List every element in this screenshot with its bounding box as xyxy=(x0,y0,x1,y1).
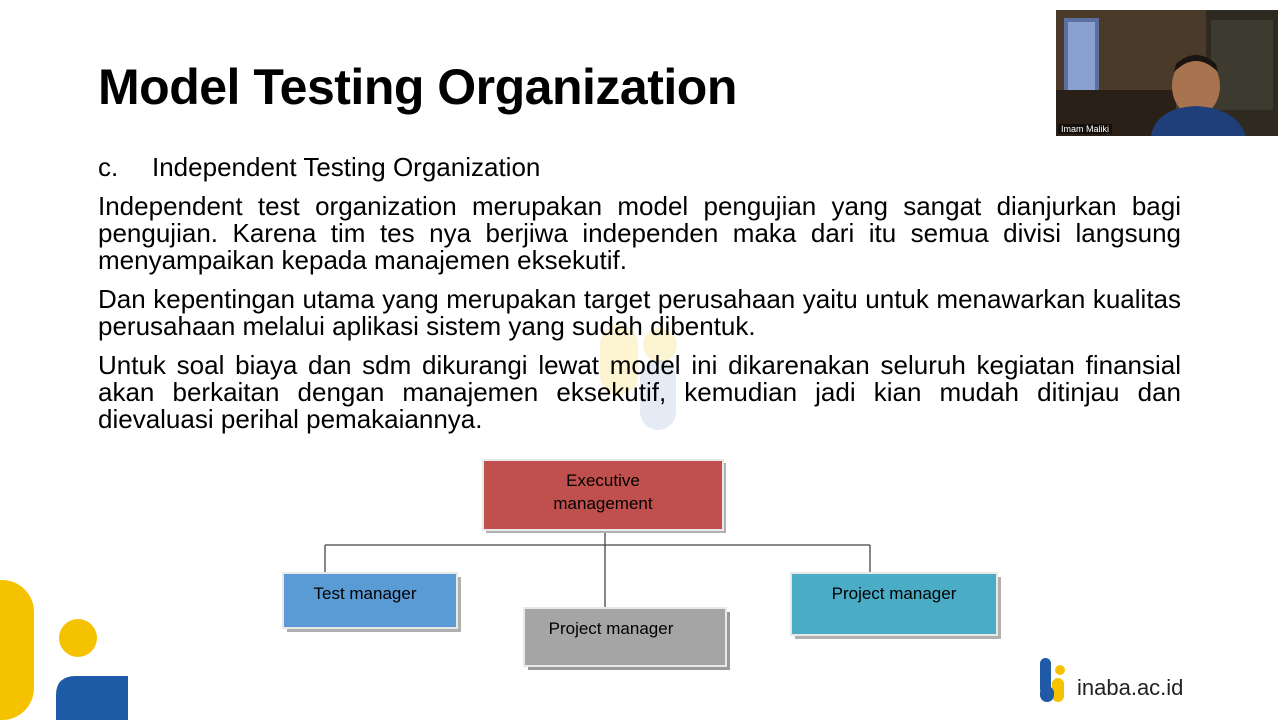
section-title: Independent Testing Organization xyxy=(152,152,541,182)
paragraph: Dan kepentingan utama yang merupakan target perusahaan yaitu untuk menawarkan kualitas perusahaan melalui aplikasi sistem yang sudah dibentuk. xyxy=(98,284,1181,341)
project-manager-right-box xyxy=(791,573,1001,639)
project-manager-right-label: Project manager xyxy=(831,584,957,603)
executive-management-box xyxy=(483,460,726,533)
paragraph: Independent test organization merupakan model pengujian yang sangat dianjurkan bagi pengujian. Karena tim tes nya berjiwa independen maka dari itu semua divisi langsung menyampaikan kepada manajemen eksekutif. xyxy=(98,191,1181,275)
decorative-logo-shapes xyxy=(0,580,140,720)
participant-name: Imam Maliki xyxy=(1058,124,1112,134)
executive-label-line2: management xyxy=(553,494,653,513)
test-manager-label: Test manager xyxy=(313,584,417,603)
slide-title: Model Testing Organization xyxy=(98,59,737,115)
video-frame xyxy=(1056,10,1278,136)
participant-video[interactable] xyxy=(1056,10,1278,136)
test-manager-box xyxy=(283,573,461,632)
org-chart xyxy=(270,455,1010,680)
section-letter: c. xyxy=(98,152,119,182)
section-heading xyxy=(98,152,540,183)
inaba-logo-icon xyxy=(1038,656,1070,706)
site-url: inaba.ac.id xyxy=(1077,675,1184,700)
project-manager-center-label: Project manager xyxy=(548,619,674,638)
project-manager-center-box xyxy=(524,608,730,670)
slide-body xyxy=(98,193,1181,445)
executive-label-line1: Executive xyxy=(566,471,640,490)
paragraph: Untuk soal biaya dan sdm dikurangi lewat model ini dikarenakan seluruh kegiatan finansial akan berkaitan dengan manajemen eksekutif, kemudian jadi kian mudah ditinjau dan dievaluasi perihal pemakaiannya. xyxy=(98,350,1181,434)
